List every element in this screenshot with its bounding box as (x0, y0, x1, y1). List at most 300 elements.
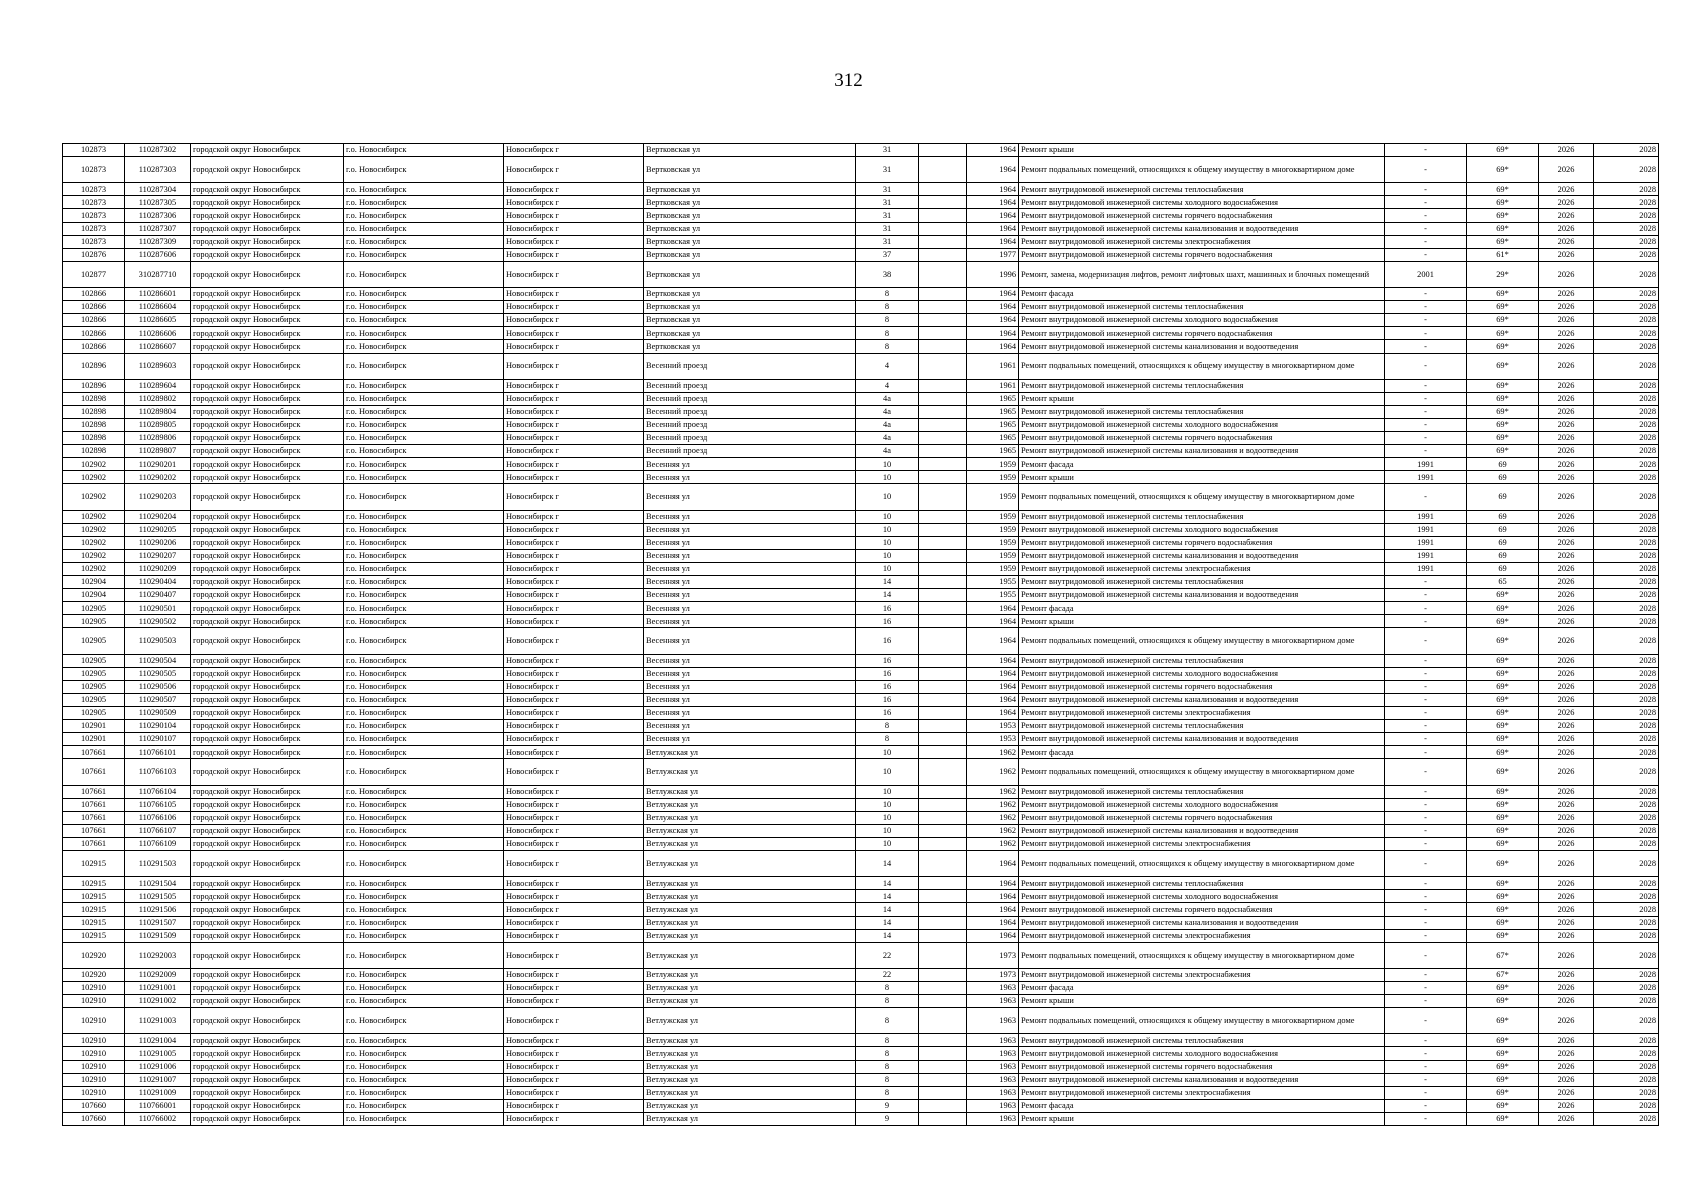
cell-last-repair-year: - (1385, 916, 1467, 929)
cell-last-repair-year: - (1385, 851, 1467, 877)
cell-municipality: г.о. Новосибирск (344, 1099, 504, 1112)
cell-street: Вертковская ул (644, 301, 856, 314)
cell-municipal-district: городской округ Новосибирск (191, 327, 344, 340)
table-row (63, 1034, 1659, 1047)
cell-municipality: г.о. Новосибирск (344, 301, 504, 314)
cell-period-end: 2028 (1594, 340, 1659, 353)
table-row (63, 890, 1659, 903)
cell-building-number (919, 340, 967, 353)
cell-last-repair-year: - (1385, 432, 1467, 445)
table-row (63, 1112, 1659, 1125)
cell-municipality: г.о. Новосибирск (344, 1086, 504, 1099)
cell-last-repair-year: - (1385, 314, 1467, 327)
cell-municipality: г.о. Новосибирск (344, 929, 504, 942)
cell-municipality: г.о. Новосибирск (344, 327, 504, 340)
cell-house-number: 10 (856, 798, 919, 811)
cell-municipal-district: городской округ Новосибирск (191, 549, 344, 562)
cell-settlement: Новосибирск г (504, 549, 644, 562)
cell-building-number (919, 680, 967, 693)
cell-period-end: 2028 (1594, 1034, 1659, 1047)
cell-work-type: Ремонт фасада (1019, 1099, 1385, 1112)
cell-record-id: 107660 (63, 1099, 125, 1112)
cell-settlement: Новосибирск г (504, 916, 644, 929)
cell-wear-percent: 69* (1467, 982, 1539, 995)
cell-period-end: 2028 (1594, 1073, 1659, 1086)
cell-house-number: 8 (856, 314, 919, 327)
cell-settlement: Новосибирск г (504, 968, 644, 981)
cell-period-end: 2028 (1594, 1060, 1659, 1073)
cell-settlement: Новосибирск г (504, 261, 644, 287)
cell-municipal-district: городской округ Новосибирск (191, 851, 344, 877)
cell-work-id: 110290507 (125, 693, 191, 706)
cell-street: Весенняя ул (644, 680, 856, 693)
cell-period-start: 2026 (1539, 405, 1594, 418)
cell-building-number (919, 196, 967, 209)
cell-municipality: г.о. Новосибирск (344, 536, 504, 549)
cell-wear-percent: 69* (1467, 929, 1539, 942)
cell-house-number: 8 (856, 1034, 919, 1047)
cell-build-year: 1964 (967, 615, 1019, 628)
cell-street: Весенняя ул (644, 471, 856, 484)
cell-settlement: Новосибирск г (504, 903, 644, 916)
cell-building-number (919, 707, 967, 720)
cell-settlement: Новосибирск г (504, 877, 644, 890)
cell-house-number: 16 (856, 693, 919, 706)
cell-house-number: 10 (856, 563, 919, 576)
cell-wear-percent: 69 (1467, 458, 1539, 471)
cell-build-year: 1964 (967, 851, 1019, 877)
cell-build-year: 1959 (967, 549, 1019, 562)
cell-build-year: 1963 (967, 1008, 1019, 1034)
cell-work-id: 110287305 (125, 196, 191, 209)
cell-build-year: 1996 (967, 261, 1019, 287)
cell-settlement: Новосибирск г (504, 379, 644, 392)
cell-building-number (919, 995, 967, 1008)
cell-last-repair-year: - (1385, 183, 1467, 196)
cell-wear-percent: 69* (1467, 432, 1539, 445)
cell-building-number (919, 1073, 967, 1086)
cell-period-start: 2026 (1539, 1086, 1594, 1099)
cell-work-type: Ремонт внутридомовой инженерной системы горячего водоснабжения (1019, 1060, 1385, 1073)
cell-work-id: 110291003 (125, 1008, 191, 1034)
cell-last-repair-year: - (1385, 340, 1467, 353)
cell-house-number: 10 (856, 458, 919, 471)
cell-work-type: Ремонт внутридомовой инженерной системы холодного водоснабжения (1019, 1047, 1385, 1060)
cell-period-end: 2028 (1594, 602, 1659, 615)
cell-last-repair-year: - (1385, 680, 1467, 693)
cell-wear-percent: 69* (1467, 1086, 1539, 1099)
cell-building-number (919, 1099, 967, 1112)
cell-street: Ветлужская ул (644, 1008, 856, 1034)
cell-street: Вертковская ул (644, 248, 856, 261)
cell-build-year: 1964 (967, 196, 1019, 209)
cell-building-number (919, 759, 967, 785)
cell-municipal-district: городской округ Новосибирск (191, 1086, 344, 1099)
cell-wear-percent: 69* (1467, 837, 1539, 850)
cell-build-year: 1964 (967, 222, 1019, 235)
cell-municipality: г.о. Новосибирск (344, 824, 504, 837)
cell-record-id: 102915 (63, 916, 125, 929)
cell-work-id: 110289805 (125, 418, 191, 431)
cell-house-number: 31 (856, 196, 919, 209)
cell-build-year: 1959 (967, 510, 1019, 523)
cell-municipality: г.о. Новосибирск (344, 654, 504, 667)
table-row (63, 536, 1659, 549)
cell-record-id: 102901 (63, 733, 125, 746)
cell-build-year: 1955 (967, 576, 1019, 589)
cell-house-number: 10 (856, 549, 919, 562)
cell-period-start: 2026 (1539, 523, 1594, 536)
cell-period-start: 2026 (1539, 589, 1594, 602)
cell-house-number: 16 (856, 628, 919, 654)
cell-building-number (919, 314, 967, 327)
cell-building-number (919, 418, 967, 431)
cell-house-number: 4 (856, 379, 919, 392)
cell-build-year: 1964 (967, 707, 1019, 720)
cell-work-type: Ремонт внутридомовой инженерной системы горячего водоснабжения (1019, 903, 1385, 916)
cell-last-repair-year: - (1385, 720, 1467, 733)
cell-last-repair-year: 1991 (1385, 549, 1467, 562)
cell-record-id: 102896 (63, 353, 125, 379)
cell-build-year: 1964 (967, 209, 1019, 222)
cell-settlement: Новосибирск г (504, 798, 644, 811)
cell-period-start: 2026 (1539, 968, 1594, 981)
cell-record-id: 102920 (63, 968, 125, 981)
cell-last-repair-year: - (1385, 1060, 1467, 1073)
cell-build-year: 1977 (967, 248, 1019, 261)
cell-building-number (919, 982, 967, 995)
cell-settlement: Новосибирск г (504, 510, 644, 523)
cell-street: Весенняя ул (644, 576, 856, 589)
cell-last-repair-year: 1991 (1385, 458, 1467, 471)
cell-street: Ветлужская ул (644, 995, 856, 1008)
cell-street: Ветлужская ул (644, 890, 856, 903)
cell-work-id: 110287306 (125, 209, 191, 222)
cell-last-repair-year: - (1385, 418, 1467, 431)
cell-street: Весенняя ул (644, 510, 856, 523)
cell-house-number: 8 (856, 327, 919, 340)
cell-record-id: 102902 (63, 523, 125, 536)
cell-wear-percent: 69* (1467, 445, 1539, 458)
cell-building-number (919, 628, 967, 654)
table-row (63, 693, 1659, 706)
cell-period-end: 2028 (1594, 798, 1659, 811)
cell-period-start: 2026 (1539, 340, 1594, 353)
cell-last-repair-year: - (1385, 982, 1467, 995)
cell-municipal-district: городской округ Новосибирск (191, 1099, 344, 1112)
cell-house-number: 10 (856, 484, 919, 510)
cell-settlement: Новосибирск г (504, 536, 644, 549)
cell-building-number (919, 602, 967, 615)
cell-municipal-district: городской округ Новосибирск (191, 222, 344, 235)
cell-house-number: 8 (856, 995, 919, 1008)
table-row (63, 235, 1659, 248)
cell-municipal-district: городской округ Новосибирск (191, 1047, 344, 1060)
cell-period-start: 2026 (1539, 811, 1594, 824)
cell-work-id: 110291505 (125, 890, 191, 903)
cell-house-number: 8 (856, 340, 919, 353)
cell-wear-percent: 69 (1467, 563, 1539, 576)
cell-build-year: 1959 (967, 536, 1019, 549)
table-row (63, 1073, 1659, 1086)
table-row (63, 563, 1659, 576)
cell-work-id: 110290202 (125, 471, 191, 484)
cell-build-year: 1953 (967, 720, 1019, 733)
cell-work-id: 110290407 (125, 589, 191, 602)
cell-work-type: Ремонт внутридомовой инженерной системы канализования и водоотведения (1019, 340, 1385, 353)
table-row (63, 314, 1659, 327)
cell-period-end: 2028 (1594, 1086, 1659, 1099)
cell-work-id: 110289807 (125, 445, 191, 458)
cell-municipality: г.о. Новосибирск (344, 667, 504, 680)
cell-street: Весенняя ул (644, 720, 856, 733)
cell-build-year: 1964 (967, 602, 1019, 615)
cell-last-repair-year: - (1385, 667, 1467, 680)
cell-building-number (919, 144, 967, 157)
cell-street: Весенняя ул (644, 615, 856, 628)
cell-building-number (919, 851, 967, 877)
cell-municipal-district: городской округ Новосибирск (191, 510, 344, 523)
cell-period-start: 2026 (1539, 1112, 1594, 1125)
cell-work-type: Ремонт внутридомовой инженерной системы канализования и водоотведения (1019, 549, 1385, 562)
cell-house-number: 16 (856, 680, 919, 693)
cell-work-type: Ремонт крыши (1019, 615, 1385, 628)
cell-street: Весенний проезд (644, 392, 856, 405)
cell-municipality: г.о. Новосибирск (344, 340, 504, 353)
cell-period-start: 2026 (1539, 484, 1594, 510)
cell-wear-percent: 69* (1467, 680, 1539, 693)
cell-building-number (919, 1034, 967, 1047)
cell-last-repair-year: - (1385, 877, 1467, 890)
cell-build-year: 1965 (967, 418, 1019, 431)
table-row (63, 667, 1659, 680)
cell-work-id: 110290201 (125, 458, 191, 471)
table-row (63, 982, 1659, 995)
table-row (63, 903, 1659, 916)
cell-municipality: г.о. Новосибирск (344, 942, 504, 968)
cell-municipality: г.о. Новосибирск (344, 837, 504, 850)
cell-work-id: 110287606 (125, 248, 191, 261)
cell-wear-percent: 29* (1467, 261, 1539, 287)
cell-last-repair-year: - (1385, 995, 1467, 1008)
cell-last-repair-year: 1991 (1385, 523, 1467, 536)
cell-settlement: Новосибирск г (504, 209, 644, 222)
cell-settlement: Новосибирск г (504, 837, 644, 850)
cell-period-start: 2026 (1539, 837, 1594, 850)
cell-municipality: г.о. Новосибирск (344, 733, 504, 746)
cell-last-repair-year: - (1385, 615, 1467, 628)
cell-period-start: 2026 (1539, 222, 1594, 235)
cell-last-repair-year: - (1385, 484, 1467, 510)
cell-work-id: 110290207 (125, 549, 191, 562)
cell-settlement: Новосибирск г (504, 615, 644, 628)
cell-period-start: 2026 (1539, 288, 1594, 301)
cell-last-repair-year: - (1385, 288, 1467, 301)
cell-work-id: 110291001 (125, 982, 191, 995)
cell-wear-percent: 69* (1467, 196, 1539, 209)
cell-settlement: Новосибирск г (504, 733, 644, 746)
table-row (63, 916, 1659, 929)
cell-street: Весенняя ул (644, 707, 856, 720)
cell-period-start: 2026 (1539, 1073, 1594, 1086)
cell-period-end: 2028 (1594, 693, 1659, 706)
cell-building-number (919, 157, 967, 183)
cell-period-end: 2028 (1594, 589, 1659, 602)
cell-municipal-district: городской округ Новосибирск (191, 314, 344, 327)
cell-street: Весенняя ул (644, 667, 856, 680)
cell-house-number: 10 (856, 510, 919, 523)
cell-record-id: 102896 (63, 379, 125, 392)
cell-wear-percent: 69* (1467, 1047, 1539, 1060)
cell-work-id: 110766001 (125, 1099, 191, 1112)
cell-wear-percent: 69* (1467, 615, 1539, 628)
cell-last-repair-year: - (1385, 576, 1467, 589)
cell-settlement: Новосибирск г (504, 851, 644, 877)
cell-build-year: 1963 (967, 1047, 1019, 1060)
cell-period-start: 2026 (1539, 432, 1594, 445)
cell-house-number: 14 (856, 890, 919, 903)
cell-wear-percent: 69* (1467, 877, 1539, 890)
cell-work-type: Ремонт крыши (1019, 144, 1385, 157)
cell-work-type: Ремонт внутридомовой инженерной системы горячего водоснабжения (1019, 680, 1385, 693)
cell-work-type: Ремонт внутридомовой инженерной системы горячего водоснабжения (1019, 536, 1385, 549)
cell-municipal-district: городской округ Новосибирск (191, 746, 344, 759)
cell-build-year: 1964 (967, 340, 1019, 353)
cell-build-year: 1959 (967, 471, 1019, 484)
cell-house-number: 22 (856, 968, 919, 981)
cell-period-end: 2028 (1594, 183, 1659, 196)
cell-last-repair-year: - (1385, 733, 1467, 746)
cell-build-year: 1964 (967, 667, 1019, 680)
cell-record-id: 102905 (63, 707, 125, 720)
cell-street: Ветлужская ул (644, 982, 856, 995)
cell-period-end: 2028 (1594, 510, 1659, 523)
cell-build-year: 1964 (967, 327, 1019, 340)
cell-record-id: 102905 (63, 628, 125, 654)
cell-work-id: 110290404 (125, 576, 191, 589)
cell-settlement: Новосибирск г (504, 1060, 644, 1073)
cell-house-number: 8 (856, 733, 919, 746)
table-row (63, 379, 1659, 392)
cell-municipality: г.о. Новосибирск (344, 1060, 504, 1073)
cell-build-year: 1962 (967, 798, 1019, 811)
cell-wear-percent: 69* (1467, 995, 1539, 1008)
table-body (63, 144, 1659, 1126)
table-row (63, 209, 1659, 222)
cell-municipality: г.о. Новосибирск (344, 903, 504, 916)
cell-wear-percent: 69* (1467, 1008, 1539, 1034)
cell-street: Весенняя ул (644, 458, 856, 471)
cell-period-end: 2028 (1594, 248, 1659, 261)
cell-record-id: 107661 (63, 759, 125, 785)
cell-work-id: 110289804 (125, 405, 191, 418)
cell-work-type: Ремонт внутридомовой инженерной системы электроснабжения (1019, 1086, 1385, 1099)
cell-settlement: Новосибирск г (504, 785, 644, 798)
cell-period-start: 2026 (1539, 471, 1594, 484)
cell-work-id: 110766002 (125, 1112, 191, 1125)
cell-house-number: 10 (856, 523, 919, 536)
cell-municipal-district: городской округ Новосибирск (191, 707, 344, 720)
cell-street: Вертковская ул (644, 327, 856, 340)
cell-period-start: 2026 (1539, 654, 1594, 667)
cell-house-number: 31 (856, 209, 919, 222)
cell-street: Вертковская ул (644, 183, 856, 196)
cell-municipal-district: городской округ Новосибирск (191, 942, 344, 968)
cell-building-number (919, 471, 967, 484)
cell-building-number (919, 654, 967, 667)
cell-last-repair-year: 1991 (1385, 471, 1467, 484)
table-row (63, 157, 1659, 183)
cell-period-start: 2026 (1539, 1099, 1594, 1112)
cell-wear-percent: 69* (1467, 916, 1539, 929)
cell-municipality: г.о. Новосибирск (344, 589, 504, 602)
cell-building-number (919, 288, 967, 301)
cell-house-number: 16 (856, 615, 919, 628)
cell-settlement: Новосибирск г (504, 654, 644, 667)
cell-work-type: Ремонт крыши (1019, 1112, 1385, 1125)
cell-work-type: Ремонт внутридомовой инженерной системы канализования и водоотведения (1019, 733, 1385, 746)
cell-last-repair-year: - (1385, 746, 1467, 759)
cell-work-id: 110287307 (125, 222, 191, 235)
cell-building-number (919, 733, 967, 746)
cell-wear-percent: 69* (1467, 157, 1539, 183)
cell-street: Весенняя ул (644, 536, 856, 549)
cell-wear-percent: 69 (1467, 484, 1539, 510)
cell-municipality: г.о. Новосибирск (344, 576, 504, 589)
cell-municipality: г.о. Новосибирск (344, 549, 504, 562)
cell-period-start: 2026 (1539, 183, 1594, 196)
cell-building-number (919, 510, 967, 523)
cell-wear-percent: 69* (1467, 314, 1539, 327)
cell-period-end: 2028 (1594, 1112, 1659, 1125)
table-row (63, 995, 1659, 1008)
table-row (63, 720, 1659, 733)
cell-build-year: 1953 (967, 733, 1019, 746)
cell-building-number (919, 890, 967, 903)
cell-work-id: 110291004 (125, 1034, 191, 1047)
cell-wear-percent: 69* (1467, 235, 1539, 248)
cell-work-id: 110290203 (125, 484, 191, 510)
cell-municipal-district: городской округ Новосибирск (191, 379, 344, 392)
cell-street: Весенний проезд (644, 379, 856, 392)
cell-last-repair-year: - (1385, 693, 1467, 706)
cell-street: Весенний проезд (644, 418, 856, 431)
cell-municipal-district: городской округ Новосибирск (191, 445, 344, 458)
cell-work-type: Ремонт подвальных помещений, относящихся к общему имуществу в многоквартирном доме (1019, 353, 1385, 379)
cell-work-id: 110289806 (125, 432, 191, 445)
cell-wear-percent: 69* (1467, 589, 1539, 602)
cell-last-repair-year: - (1385, 157, 1467, 183)
cell-build-year: 1963 (967, 1060, 1019, 1073)
cell-record-id: 102873 (63, 222, 125, 235)
cell-period-start: 2026 (1539, 707, 1594, 720)
page-number: 312 (834, 70, 863, 91)
cell-period-start: 2026 (1539, 536, 1594, 549)
cell-work-type: Ремонт крыши (1019, 471, 1385, 484)
cell-street: Ветлужская ул (644, 759, 856, 785)
cell-street: Ветлужская ул (644, 942, 856, 968)
cell-period-end: 2028 (1594, 536, 1659, 549)
cell-period-start: 2026 (1539, 563, 1594, 576)
cell-last-repair-year: - (1385, 968, 1467, 981)
cell-record-id: 102905 (63, 602, 125, 615)
cell-period-start: 2026 (1539, 392, 1594, 405)
cell-street: Вертковская ул (644, 157, 856, 183)
cell-wear-percent: 69* (1467, 144, 1539, 157)
cell-municipal-district: городской округ Новосибирск (191, 157, 344, 183)
cell-municipal-district: городской округ Новосибирск (191, 589, 344, 602)
cell-record-id: 107661 (63, 811, 125, 824)
